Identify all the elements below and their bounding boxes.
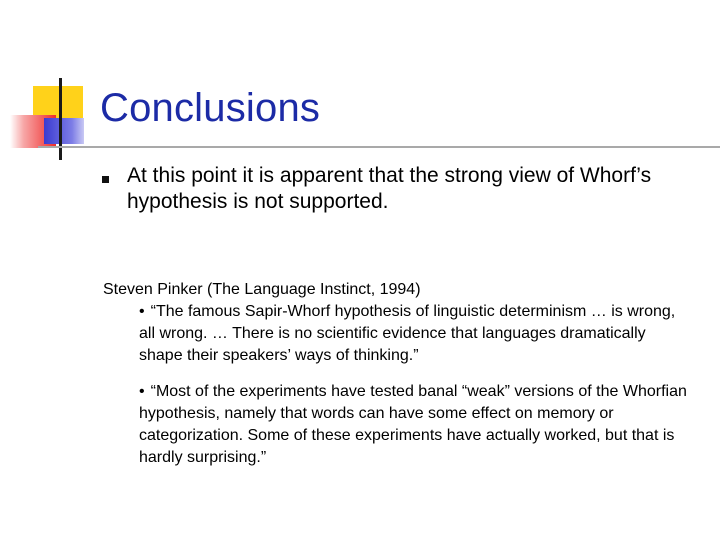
square-bullet-icon [102, 176, 109, 183]
quote-item [139, 301, 691, 367]
quote-source: Steven Pinker (The Language Instinct, 1994) [103, 281, 421, 298]
quote-text: “Most of the experiments have tested banal “weak” versions of the Whorfian hypothesis, namely that words can have some effect on memory or categorization. Some of these experiments have actually worked, but that is hardly surprising.” [139, 383, 687, 466]
slide-title: Conclusions [100, 86, 321, 130]
main-bullet-text: At this point it is apparent that the strong view of Whorf’s hypothesis is not supported. [127, 164, 652, 213]
quote-block [103, 279, 703, 469]
bullet-dot-icon: • [139, 303, 145, 320]
blue-bar-decoration [44, 118, 84, 144]
quote-item [139, 381, 691, 469]
quote-text: “The famous Sapir-Whorf hypothesis of linguistic determinism … is wrong, all wrong. … There is no scientific evidence that languages dramatically shape their speakers’ ways of thinking.” [139, 303, 676, 364]
title-underline-rule [38, 146, 720, 148]
bullet-dot-icon: • [139, 383, 145, 400]
